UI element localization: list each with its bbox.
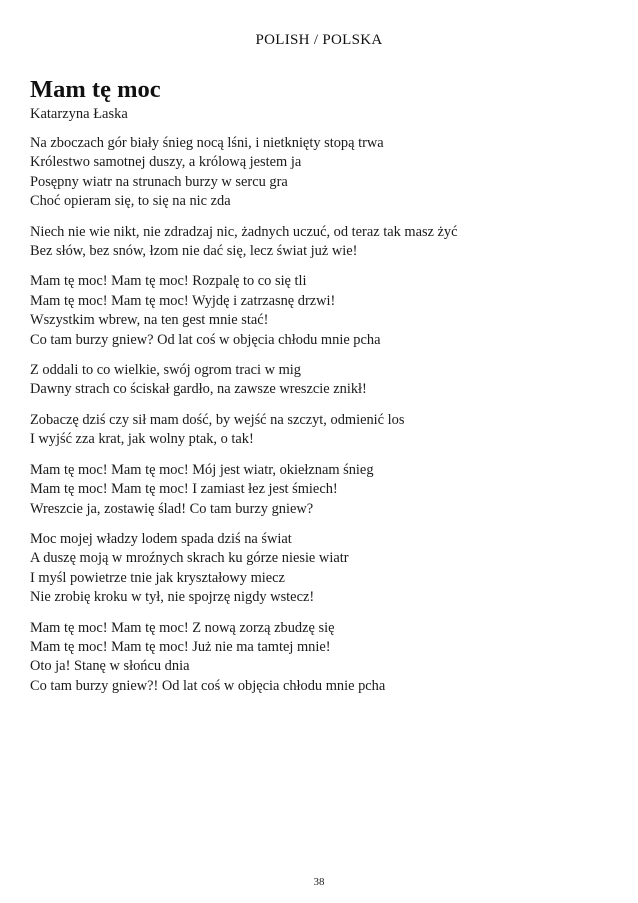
stanza [30,272,620,350]
song-title: Mam tę moc [30,76,161,103]
song-block [30,76,620,707]
stanza [30,530,620,608]
lyric-line: Zobaczę dziś czy sił mam dość, by wejść na szczyt, odmienić los [30,411,405,428]
lyric-line: Moc mojej władzy lodem spada dziś na świat [30,530,292,547]
lyric-line: Mam tę moc! Mam tę moc! Już nie ma tamtej mnie! [30,638,331,655]
stanza [30,134,620,212]
lyrics [30,134,620,696]
lyric-line: Dawny strach co ściskał gardło, na zawsze wreszcie znikł! [30,381,367,398]
lyric-line: Mam tę moc! Mam tę moc! I zamiast łez jest śmiech! [30,481,338,498]
lyric-line: Z oddali to co wielkie, swój ogrom traci w mig [30,362,301,379]
page-header-language: POLISH / POLSKA [255,32,383,48]
stanza [30,461,620,519]
lyric-line: Wreszcie ja, zostawię ślad! Co tam burzy gniew? [30,500,314,517]
lyric-line: Mam tę moc! Mam tę moc! Rozpalę to co się tli [30,273,307,290]
lyric-line: Posępny wiatr na strunach burzy w sercu gra [30,173,288,190]
stanza [30,619,620,697]
lyric-line: Co tam burzy gniew?! Od lat coś w objęcia chłodu mnie pcha [30,677,386,694]
lyric-line: Nie zrobię kroku w tył, nie spojrzę nigdy wstecz! [30,589,315,606]
lyric-line: Niech nie wie nikt, nie zdradzaj nic, żadnych uczuć, od teraz tak masz żyć [30,223,458,240]
lyric-line: I wyjść zza krat, jak wolny ptak, o tak! [30,431,254,448]
lyric-line: Bez słów, bez snów, łzom nie dać się, lecz świat już wie! [30,243,358,260]
stanza [30,361,620,400]
page-number: 38 [313,876,325,888]
lyric-line: I myśl powietrze tnie jak kryształowy miecz [30,569,285,586]
lyric-line: Choć opieram się, to się na nic zda [30,193,231,210]
song-author: Katarzyna Łaska [30,106,128,122]
lyric-line: Wszystkim wbrew, na ten gest mnie stać! [30,312,269,329]
lyric-line: Mam tę moc! Mam tę moc! Wyjdę i zatrzasnę drzwi! [30,292,336,309]
lyric-line: Mam tę moc! Mam tę moc! Mój jest wiatr, okiełznam śnieg [30,461,374,478]
stanza [30,411,620,450]
lyric-line: Co tam burzy gniew? Od lat coś w objęcia chłodu mnie pcha [30,331,381,348]
lyric-line: Mam tę moc! Mam tę moc! Z nową zorzą zbudzę się [30,619,335,636]
lyric-line: A duszę moją w mroźnych skrach ku górze niesie wiatr [30,550,349,567]
lyric-line: Królestwo samotnej duszy, a królową jestem ja [30,154,302,171]
lyric-line: Na zboczach gór biały śnieg nocą lśni, i nietknięty stopą trwa [30,135,384,151]
stanza [30,223,620,262]
lyric-line: Oto ja! Stanę w słońcu dnia [30,658,190,675]
